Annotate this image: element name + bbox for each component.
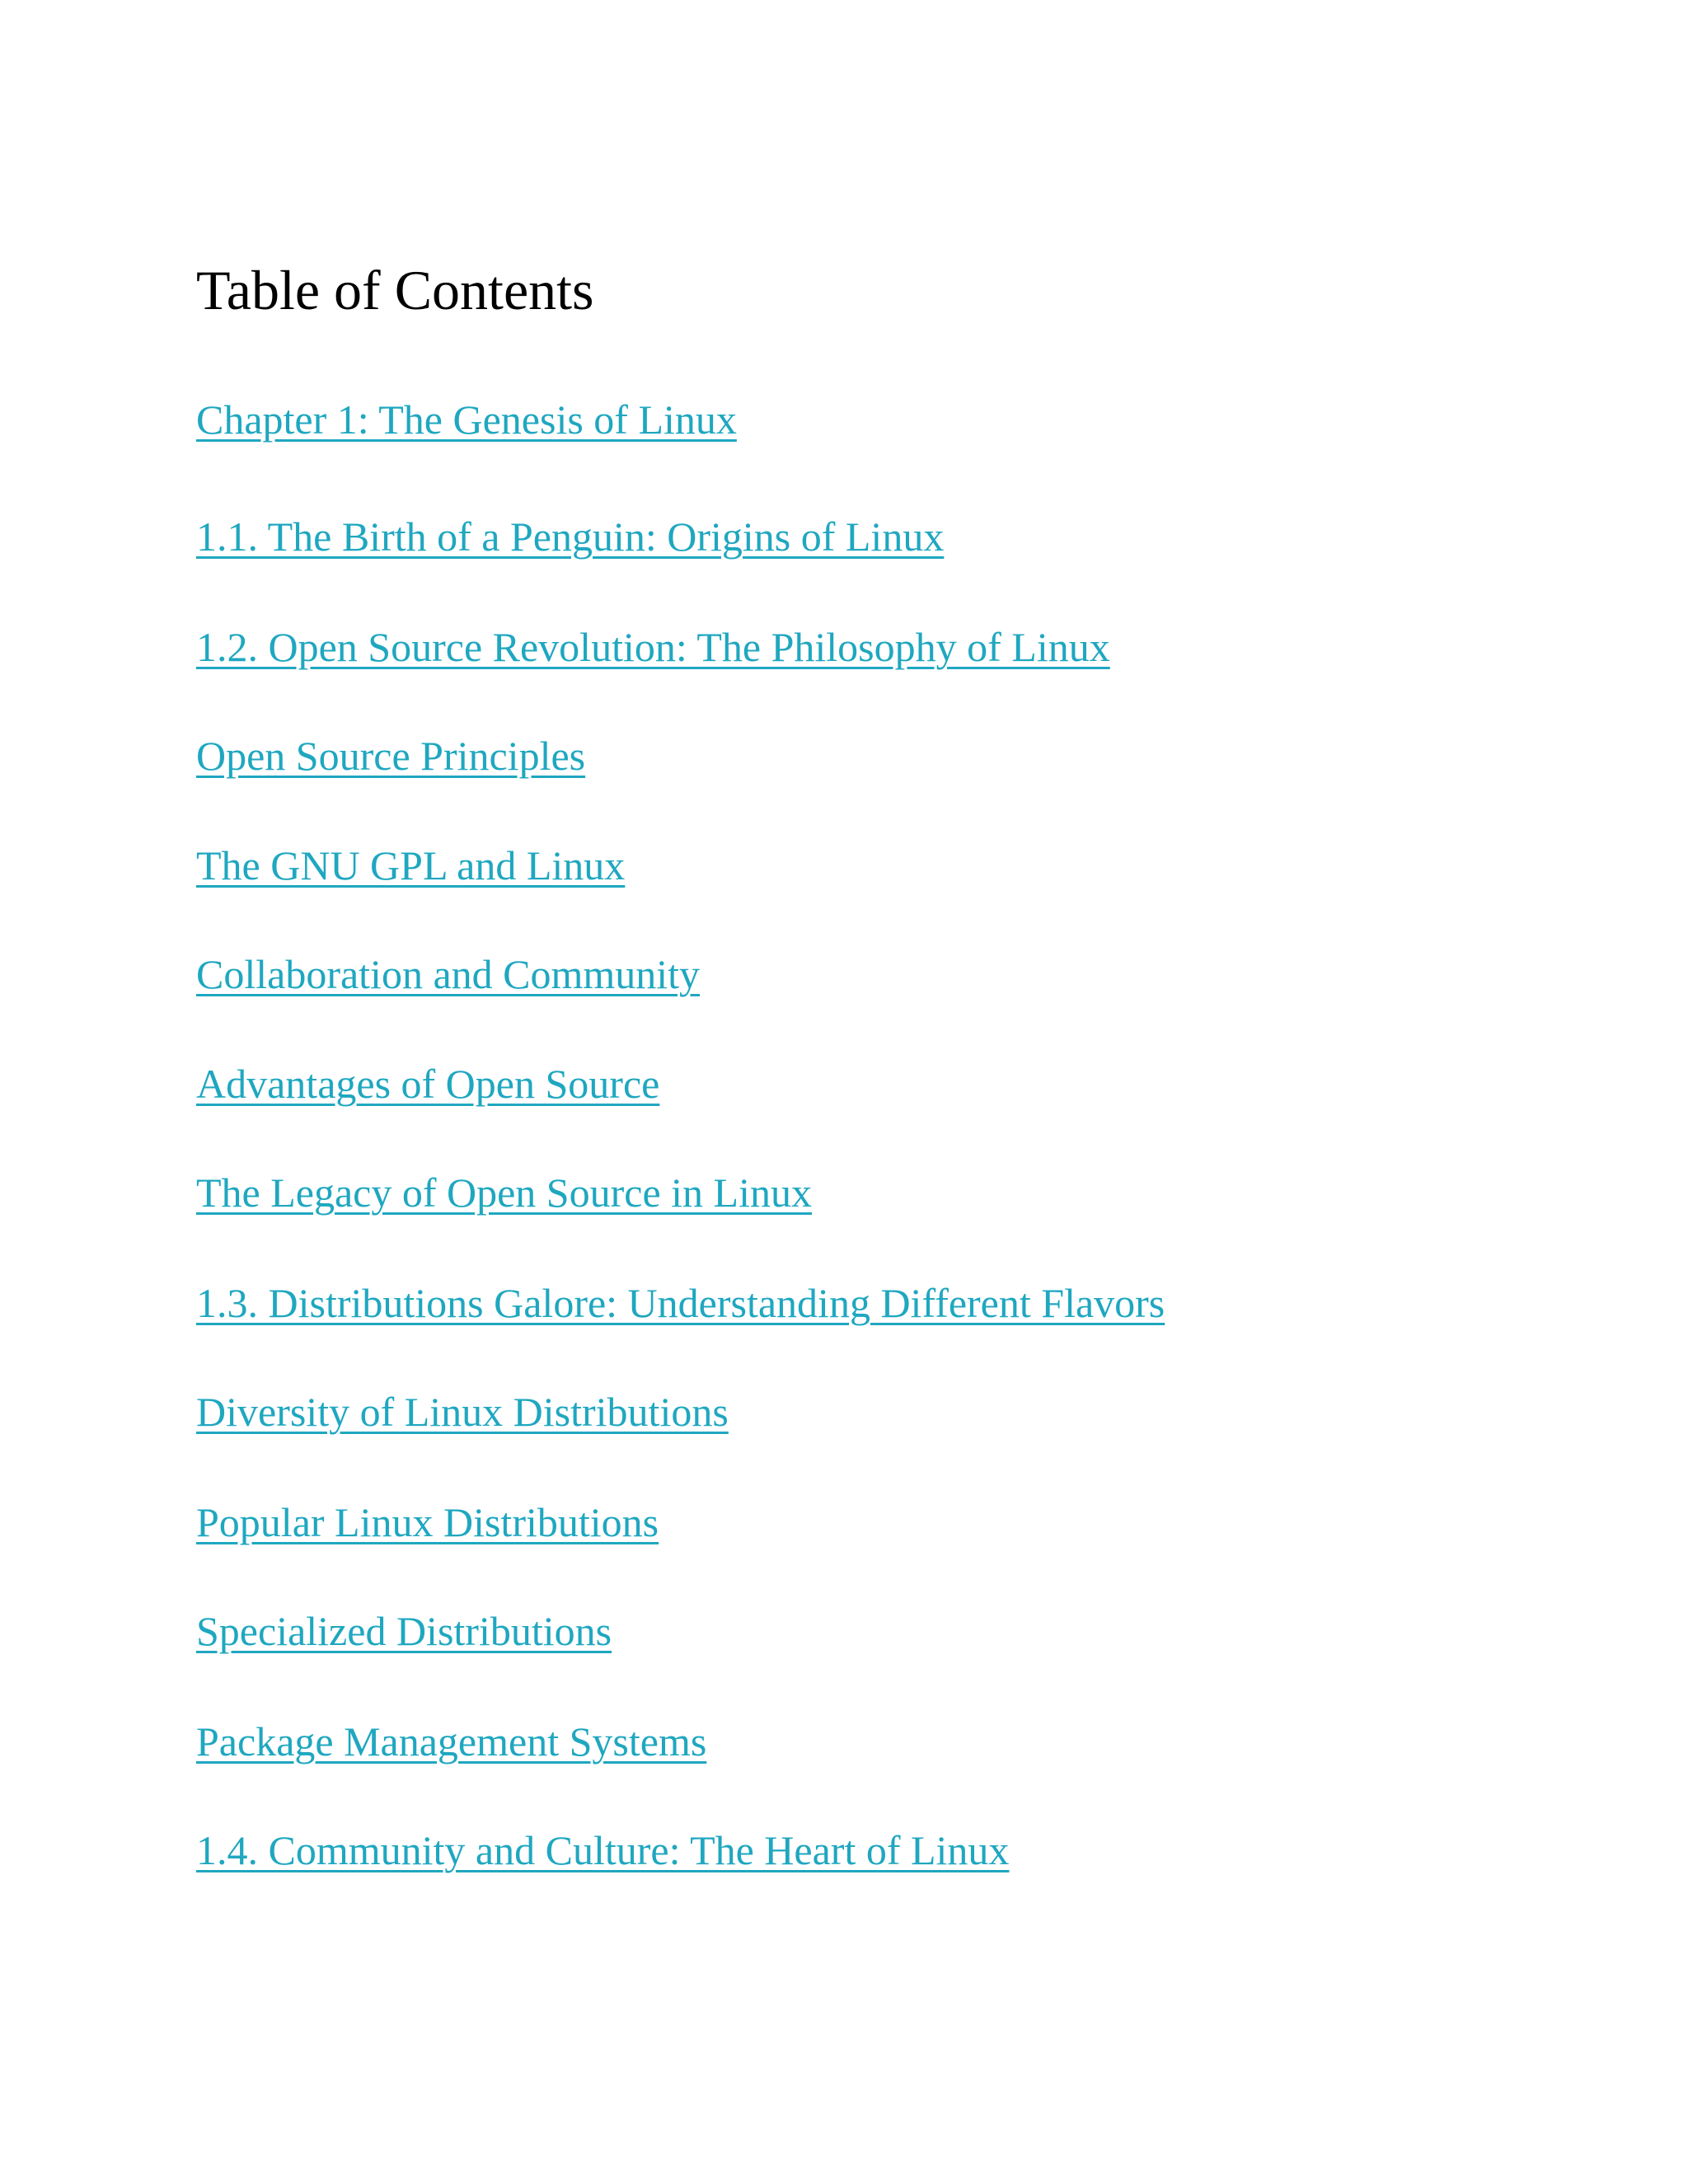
toc-link-open-source-principles[interactable]: Open Source Principles xyxy=(196,733,586,779)
toc-link-specialized-distributions[interactable]: Specialized Distributions xyxy=(196,1608,612,1654)
toc-link-1-3[interactable]: 1.3. Distributions Galore: Understanding Different Flavors xyxy=(196,1280,1165,1326)
toc-link-1-4[interactable]: 1.4. Community and Culture: The Heart of Linux xyxy=(196,1827,1010,1873)
toc-entry-1-4 xyxy=(196,1827,1010,1873)
toc-entry-collaboration xyxy=(196,951,701,997)
toc-entry-popular-distributions xyxy=(196,1499,659,1545)
toc-link-chapter-1[interactable]: Chapter 1: The Genesis of Linux xyxy=(196,396,737,443)
toc-link-1-1[interactable]: 1.1. The Birth of a Penguin: Origins of Linux xyxy=(196,513,945,560)
toc-entry-1-1 xyxy=(196,513,945,560)
toc-link-gnu-gpl[interactable]: The GNU GPL and Linux xyxy=(196,842,626,888)
toc-link-advantages[interactable]: Advantages of Open Source xyxy=(196,1061,660,1107)
toc-link-collaboration[interactable]: Collaboration and Community xyxy=(196,951,701,997)
toc-link-legacy[interactable]: The Legacy of Open Source in Linux xyxy=(196,1169,812,1216)
toc-entry-1-3 xyxy=(196,1282,1165,1324)
toc-entry-open-source-principles xyxy=(196,733,586,779)
toc-title: Table of Contents xyxy=(196,259,594,321)
toc-entry-chapter-1 xyxy=(196,396,737,443)
toc-entry-diversity xyxy=(196,1389,729,1435)
toc-link-1-2[interactable]: 1.2. Open Source Revolution: The Philosophy of Linux xyxy=(196,624,1110,670)
toc-entry-gnu-gpl xyxy=(196,842,626,888)
toc-entry-1-2 xyxy=(196,626,1110,668)
toc-entry-package-management xyxy=(196,1718,707,1765)
toc-link-popular-distributions[interactable]: Popular Linux Distributions xyxy=(196,1499,659,1545)
toc-entry-specialized-distributions xyxy=(196,1610,612,1652)
toc-link-diversity[interactable]: Diversity of Linux Distributions xyxy=(196,1389,729,1435)
toc-link-package-management[interactable]: Package Management Systems xyxy=(196,1718,707,1765)
toc-entry-legacy xyxy=(196,1169,812,1216)
toc-entry-advantages xyxy=(196,1061,660,1107)
